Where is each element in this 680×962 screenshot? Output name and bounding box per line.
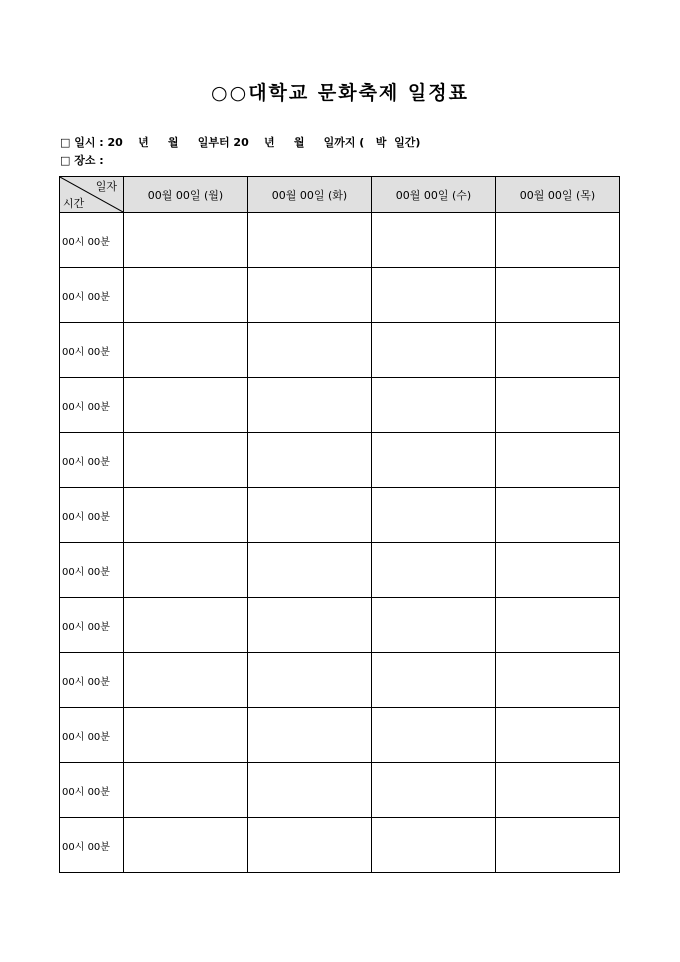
table-row [60, 708, 620, 763]
time-cell: 00시 00분 [60, 433, 124, 488]
table-row [60, 818, 620, 873]
schedule-cell [372, 213, 496, 268]
schedule-cell [248, 708, 372, 763]
schedule-cell [372, 378, 496, 433]
schedule-cell [372, 433, 496, 488]
table-row [60, 213, 620, 268]
schedule-cell [372, 543, 496, 598]
period-line: □ 일시 : 20 년 월 일부터 20 년 월 일까지 ( 박 일간) [60, 136, 421, 149]
schedule-cell [124, 708, 248, 763]
schedule-cell [372, 323, 496, 378]
day-header-cell: 00월 00일 (수) [372, 177, 496, 213]
schedule-cell [496, 708, 620, 763]
schedule-cell [496, 268, 620, 323]
schedule-cell [372, 763, 496, 818]
schedule-cell [248, 433, 372, 488]
schedule-cell [496, 543, 620, 598]
time-cell: 00시 00분 [60, 488, 124, 543]
schedule-cell [248, 598, 372, 653]
schedule-cell [496, 818, 620, 873]
table-row [60, 598, 620, 653]
time-cell: 00시 00분 [60, 268, 124, 323]
schedule-cell [496, 598, 620, 653]
schedule-cell [124, 213, 248, 268]
schedule-cell [248, 488, 372, 543]
time-cell: 00시 00분 [60, 213, 124, 268]
schedule-cell [372, 818, 496, 873]
schedule-cell [496, 488, 620, 543]
schedule-cell [496, 433, 620, 488]
table-row [60, 543, 620, 598]
time-cell: 00시 00분 [60, 598, 124, 653]
schedule-cell [124, 818, 248, 873]
schedule-cell [372, 598, 496, 653]
schedule-cell [372, 653, 496, 708]
schedule-table [59, 176, 620, 873]
schedule-cell [496, 763, 620, 818]
table-row [60, 378, 620, 433]
schedule-cell [248, 653, 372, 708]
schedule-body [60, 213, 620, 873]
time-cell: 00시 00분 [60, 653, 124, 708]
schedule-cell [124, 763, 248, 818]
time-cell: 00시 00분 [60, 543, 124, 598]
schedule-cell [124, 323, 248, 378]
schedule-cell [124, 598, 248, 653]
schedule-cell [372, 708, 496, 763]
schedule-cell [248, 543, 372, 598]
schedule-cell [124, 433, 248, 488]
corner-label-date: 일자 [95, 180, 117, 193]
schedule-cell [124, 488, 248, 543]
table-row [60, 488, 620, 543]
table-row [60, 763, 620, 818]
time-cell: 00시 00분 [60, 378, 124, 433]
corner-label-time: 시간 [63, 197, 85, 210]
time-cell: 00시 00분 [60, 818, 124, 873]
day-header-cell: 00월 00일 (화) [248, 177, 372, 213]
corner-header-cell [60, 177, 124, 213]
time-cell: 00시 00분 [60, 708, 124, 763]
schedule-cell [496, 213, 620, 268]
schedule-cell [248, 213, 372, 268]
place-line: □ 장소 : [60, 154, 104, 167]
schedule-cell [124, 268, 248, 323]
table-row [60, 433, 620, 488]
schedule-cell [372, 488, 496, 543]
schedule-cell [124, 378, 248, 433]
day-header-cell: 00월 00일 (월) [124, 177, 248, 213]
time-cell: 00시 00분 [60, 323, 124, 378]
schedule-cell [248, 323, 372, 378]
day-header-cell: 00월 00일 (목) [496, 177, 620, 213]
schedule-cell [372, 268, 496, 323]
table-row [60, 323, 620, 378]
schedule-cell [248, 268, 372, 323]
schedule-cell [496, 323, 620, 378]
time-cell: 00시 00분 [60, 763, 124, 818]
schedule-cell [248, 763, 372, 818]
table-row [60, 653, 620, 708]
table-row [60, 268, 620, 323]
schedule-cell [248, 818, 372, 873]
schedule-cell [124, 653, 248, 708]
header-row [60, 177, 620, 213]
schedule-cell [496, 378, 620, 433]
page-title: ○○대학교 문화축제 일정표 [211, 82, 469, 104]
schedule-cell [496, 653, 620, 708]
schedule-cell [124, 543, 248, 598]
schedule-cell [248, 378, 372, 433]
